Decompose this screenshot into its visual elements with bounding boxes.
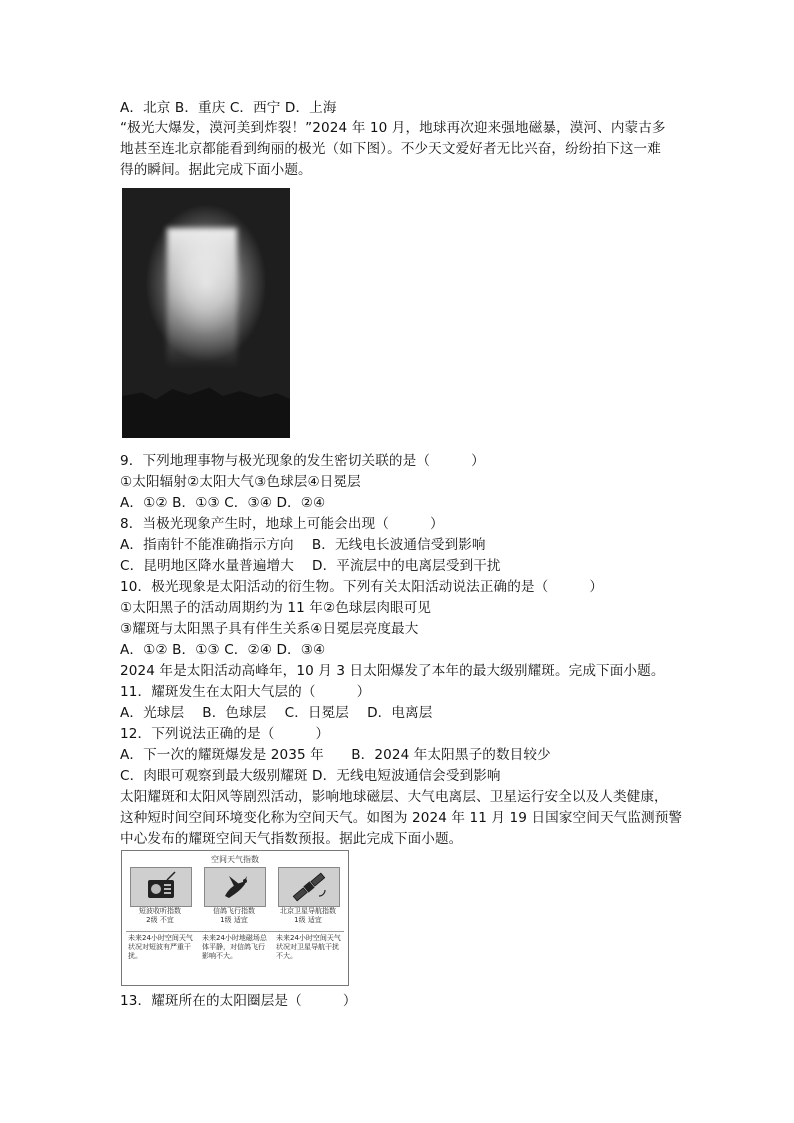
satellite-icon bbox=[279, 868, 339, 906]
q7-options: A．北京 B．重庆 C．西宁 D．上海 bbox=[120, 100, 337, 116]
panel-title: 空间天气指数 bbox=[211, 855, 259, 864]
question-10-items-2: ③耀斑与太阳黑子具有伴生关系④日冕层亮度最大 bbox=[120, 621, 419, 637]
radio-tile bbox=[130, 867, 192, 907]
pigeon-description: 未来24小时地磁场总体平静，对信鸽飞行影响不大。 bbox=[202, 934, 267, 960]
question-12-options-cd: C．肉眼可观察到最大级别耀斑 D．无线电短波通信会受到影响 bbox=[120, 768, 501, 784]
question-9: 9．下列地理事物与极光现象的发生密切关联的是（ ） bbox=[120, 453, 485, 469]
space-weather-intro-3: 中心发布的耀斑空间天气指数预报。据此完成下面小题。 bbox=[120, 831, 463, 847]
satellite-index-level: 1级 适宜 bbox=[294, 916, 322, 924]
aurora-glow bbox=[167, 228, 237, 368]
question-8-options-ab: A．指南针不能准确指示方向 B．无线电长波通信受到影响 bbox=[120, 537, 486, 553]
radio-caption bbox=[124, 907, 196, 925]
space-weather-index-panel bbox=[121, 850, 349, 986]
flare-intro: 2024 年是太阳活动高峰年，10 月 3 日太阳爆发了本年的最大级别耀斑。完成下面小题。 bbox=[120, 663, 665, 679]
pigeon-caption bbox=[198, 907, 270, 925]
question-12-options-ab: A．下一次的耀斑爆发是 2035 年 B．2024 年太阳黑子的数目较少 bbox=[120, 747, 551, 763]
radio-icon bbox=[131, 868, 191, 906]
satellite-index-name: 北京卫星导航指数 bbox=[280, 907, 336, 915]
satellite-caption bbox=[272, 907, 344, 925]
aurora-photo bbox=[122, 188, 290, 438]
aurora-intro-line1: “极光大爆发，漠河美到炸裂！”2024 年 10 月，地球再次迎来强地磁暴，漠河、内蒙古多 bbox=[120, 120, 666, 136]
question-8-options-cd: C．昆明地区降水量普遍增大 D．平流层中的电离层受到干扰 bbox=[120, 558, 501, 574]
question-9-options: A．①② B．①③ C．③④ D．②④ bbox=[120, 495, 326, 511]
question-10-options: A．①② B．①③ C．②④ D．③④ bbox=[120, 642, 326, 658]
question-10: 10．极光现象是太阳活动的衍生物。下列有关太阳活动说法正确的是（ ） bbox=[120, 579, 604, 595]
aurora-intro-line2: 地甚至连北京都能看到绚丽的极光（如下图）。不少天文爱好者无比兴奋，纷纷拍下这一难 bbox=[120, 141, 661, 157]
pigeon-index-name: 信鸽飞行指数 bbox=[213, 907, 255, 915]
question-10-items-1: ①太阳黑子的活动周期约为 11 年②色球层肉眼可见 bbox=[120, 600, 432, 616]
radio-description: 未来24小时空间天气状况对短波有严重干扰。 bbox=[128, 934, 193, 960]
pigeon-tile bbox=[204, 867, 266, 907]
space-weather-intro-2: 这种短时间空间环境变化称为空间天气。如图为 2024 年 11 月 19 日国家空间天气监测预警 bbox=[120, 810, 683, 826]
radio-index-name: 短波收听指数 bbox=[139, 907, 181, 915]
question-13: 13．耀斑所在的太阳圈层是（ ） bbox=[120, 993, 357, 1009]
question-12: 12．下列说法正确的是（ ） bbox=[120, 726, 330, 742]
aurora-intro-line3: 得的瞬间。据此完成下面小题。 bbox=[120, 162, 312, 178]
satellite-description: 未来24小时空间天气状况对卫星导航干扰不大。 bbox=[276, 934, 341, 960]
question-11: 11．耀斑发生在太阳大气层的（ ） bbox=[120, 684, 371, 700]
tree-silhouette bbox=[122, 368, 290, 438]
radio-index-level: 2级 不宜 bbox=[146, 916, 174, 924]
pigeon-index-level: 1级 适宜 bbox=[220, 916, 248, 924]
question-8: 8．当极光现象产生时，地球上可能会出现（ ） bbox=[120, 516, 444, 532]
pigeon-icon bbox=[205, 868, 265, 906]
satellite-tile bbox=[278, 867, 340, 907]
question-9-items: ①太阳辐射②太阳大气③色球层④日冕层 bbox=[120, 474, 361, 490]
space-weather-intro-1: 太阳耀斑和太阳风等剧烈活动，影响地球磁层、大气电离层、卫星运行安全以及人类健康， bbox=[120, 789, 668, 805]
question-11-options: A．光球层 B．色球层 C．日冕层 D．电离层 bbox=[120, 705, 433, 721]
panel-divider bbox=[126, 931, 344, 932]
